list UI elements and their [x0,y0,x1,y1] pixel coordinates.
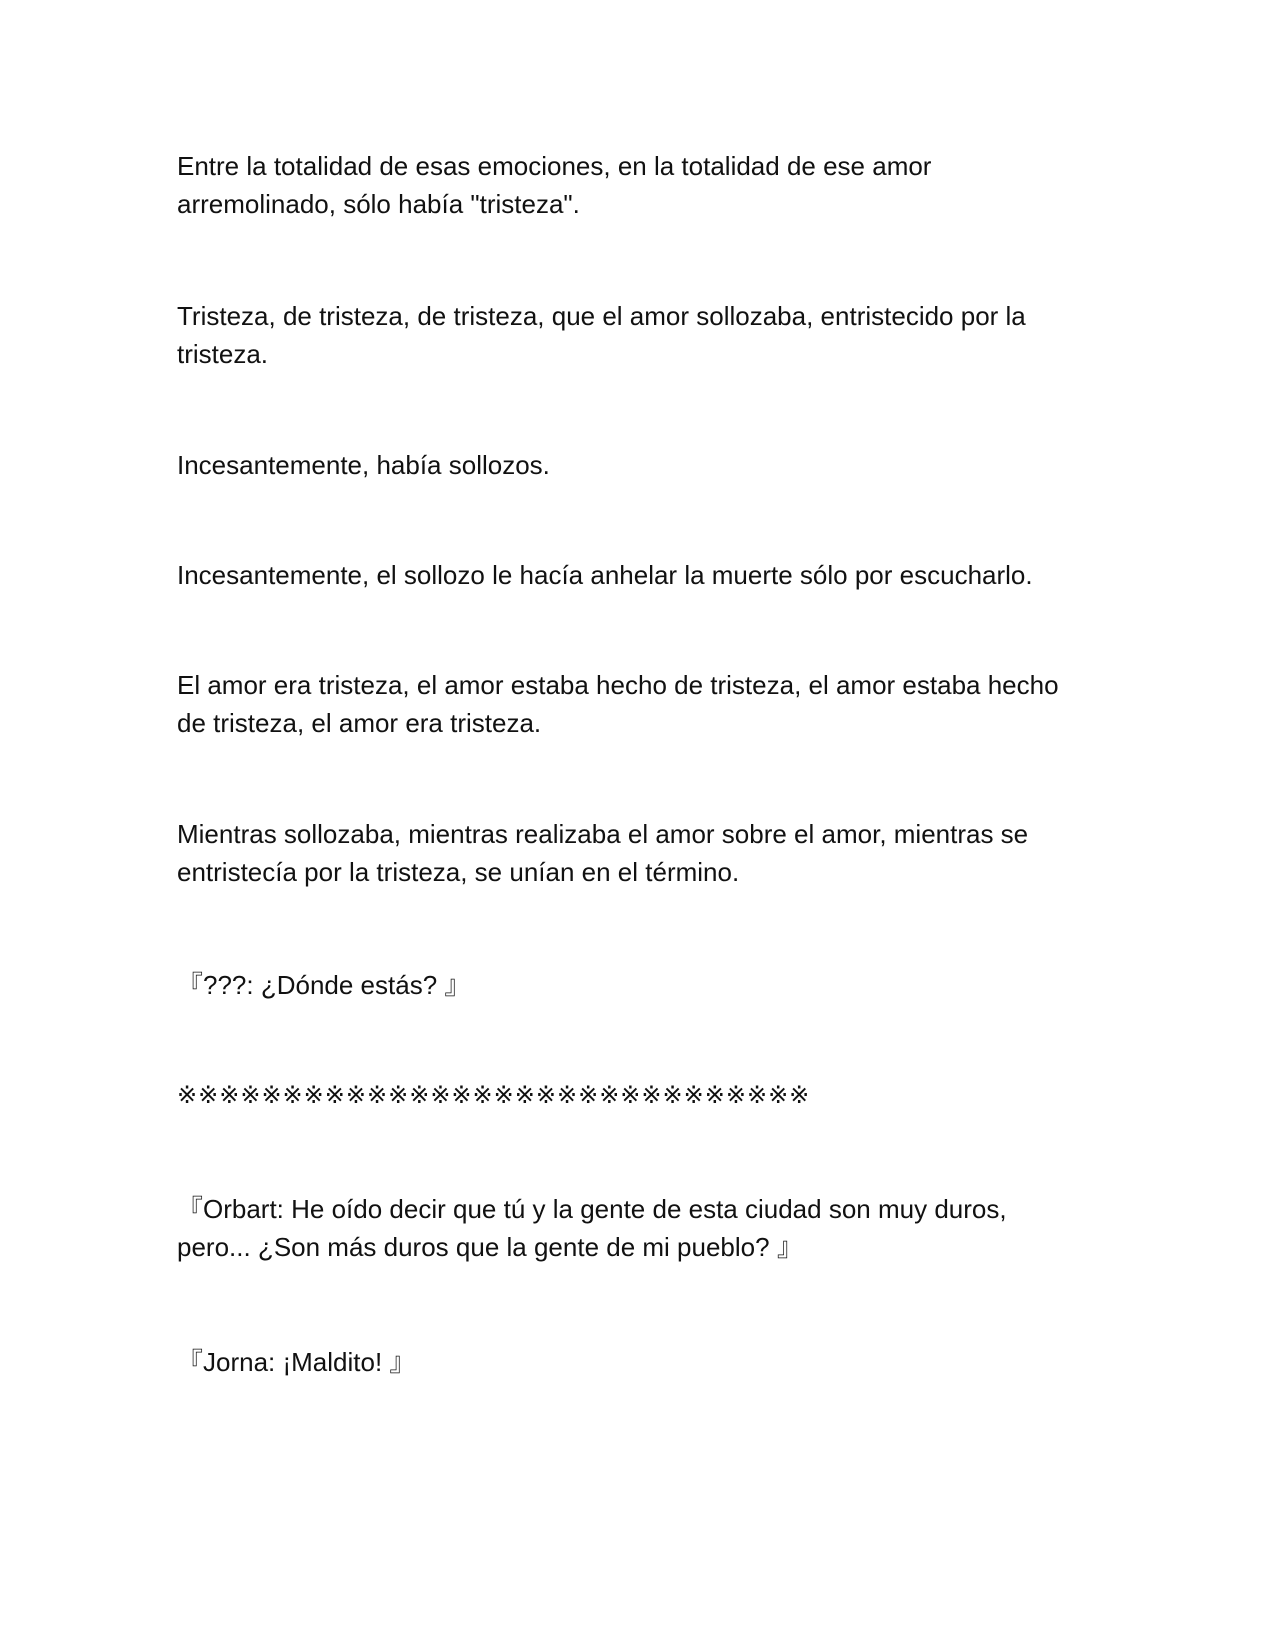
paragraph-union: Mientras sollozaba, mientras realizaba el amor sobre el amor, mientras se entristecía por la tristeza, se unían en el término. [177,819,1029,887]
dialog-unknown: 『???: ¿Dónde estás? 』 [177,970,471,1000]
paragraph-sadness: Tristeza, de tristeza, de tristeza, que el amor sollozaba, entristecido por la tristeza. [177,301,1026,369]
section-separator: ※※※※※※※※※※※※※※※※※※※※※※※※※※※※※※ [177,1081,811,1109]
paragraph-emotions: Entre la totalidad de esas emociones, en la totalidad de ese amor arremolinado, sólo había "tristeza". [177,151,932,219]
dialog-jorna: 『Jorna: ¡Maldito! 』 [177,1347,416,1377]
paragraph-longing: Incesantemente, el sollozo le hacía anhelar la muerte sólo por escucharlo. [177,560,1033,590]
paragraph-love-sadness: El amor era tristeza, el amor estaba hecho de tristeza, el amor estaba hecho de tristeza, el amor era tristeza. [177,670,1059,738]
paragraph-sobs: Incesantemente, había sollozos. [177,450,550,480]
dialog-orbart: 『Orbart: He oído decir que tú y la gente de esta ciudad son muy duros, pero... ¿Son más duros que la gente de mi pueblo? 』 [177,1194,1007,1262]
